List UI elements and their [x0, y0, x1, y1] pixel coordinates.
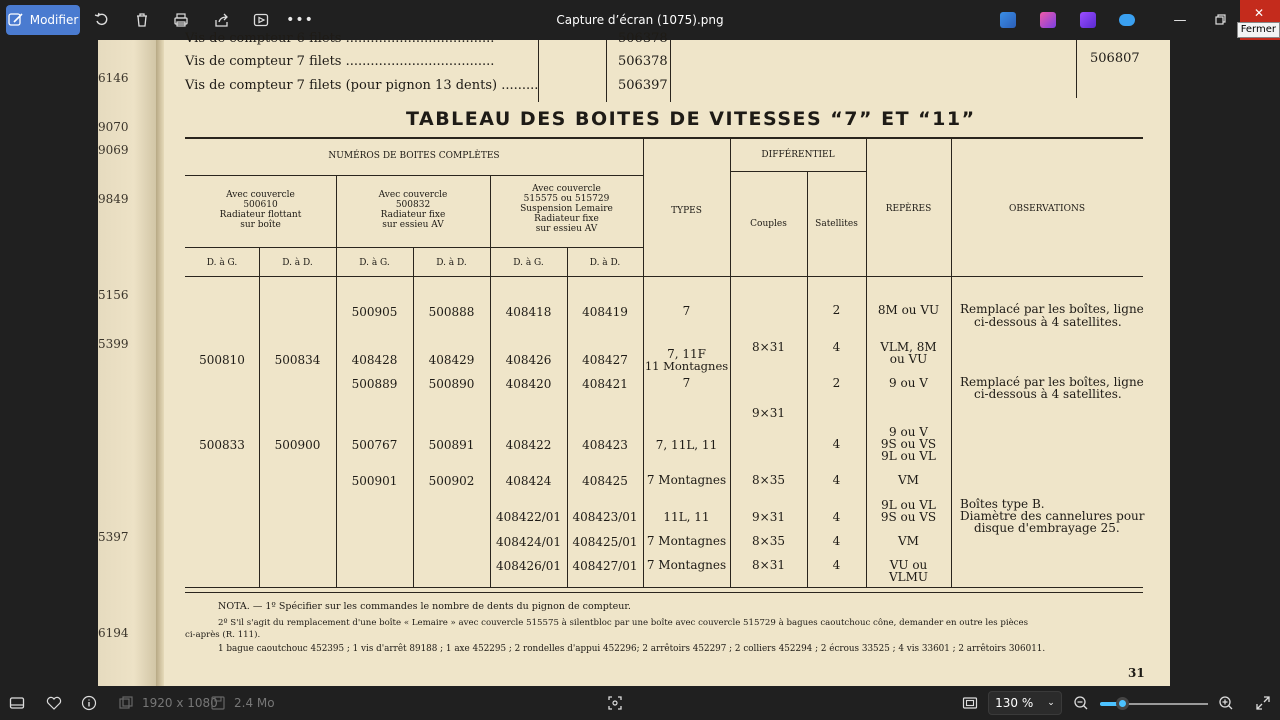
table-cell: 11L, 11: [663, 510, 710, 524]
table-cell: VU ou: [889, 558, 928, 572]
expand-icon: [1255, 695, 1271, 711]
table-cell: 500833: [199, 438, 245, 452]
filesize-text: 2.4 Mo: [234, 696, 275, 710]
table-cell: 408424: [505, 474, 552, 488]
header-group3-line: 515575 ou 515729: [523, 194, 610, 204]
margin-number: 5397: [98, 530, 129, 544]
print-button[interactable]: [171, 6, 191, 34]
more-options-icon[interactable]: •••: [286, 12, 314, 28]
header-group2-line: 500832: [395, 200, 431, 210]
table-cell: 9 ou V: [889, 376, 928, 390]
chevron-down-icon: ⌄: [1047, 698, 1055, 708]
table-cell: 408419: [582, 305, 628, 319]
zoom-out-button[interactable]: [1073, 695, 1089, 711]
margin-number: 9069: [98, 143, 129, 157]
table-cell: 2: [832, 303, 841, 317]
top-row-ref: 506378: [618, 54, 668, 69]
table-cell: 9×31: [752, 510, 785, 524]
margin-number: 6194: [98, 626, 129, 640]
header-group1-line: 500610: [243, 200, 278, 210]
table-cell: 8×31: [752, 340, 785, 354]
header-couples: Couples: [750, 219, 787, 229]
table-cell: 7 Montagnes: [646, 558, 727, 572]
observation-text: Remplacé par les boîtes, ligne: [960, 375, 1144, 389]
table-cell: 500767: [351, 438, 398, 452]
rotate-button[interactable]: [92, 6, 112, 34]
table-cell: 8×35: [752, 534, 785, 548]
table-cell: 9×31: [752, 406, 785, 420]
table-cell: VM: [898, 473, 919, 487]
table-cell: ou VU: [889, 352, 928, 366]
table-cell: 500888: [428, 305, 475, 319]
header-dg: D. à G.: [359, 258, 390, 268]
zoom-out-icon: [1073, 695, 1089, 711]
play-icon: [253, 12, 269, 28]
scanned-document: [98, 31, 1170, 686]
table-cell: 9S ou VS: [880, 510, 937, 524]
note-text: 2º S'il s'agit du remplacement d'une boîte « Lemaire » avec couvercle 515575 à silentbloc par une boîte avec couvercle 515729 à bagues caoutchouc cône, demander en outre les pièces: [218, 618, 1028, 628]
table-cell: 11 Montagnes: [644, 359, 729, 373]
table-cell: 408424/01: [495, 535, 562, 549]
info-icon: [81, 695, 97, 711]
top-row-ref: 506807: [1090, 51, 1140, 66]
rotate-icon: [94, 12, 110, 28]
table-cell: 408422: [505, 438, 552, 452]
table-cell: 408423/01: [572, 510, 638, 524]
table-cell: 8M ou VU: [877, 303, 940, 317]
margin-number: 6146: [98, 71, 129, 85]
table-cell: 500902: [428, 474, 475, 488]
table-cell: 500891: [428, 438, 475, 452]
app-shortcut-icon[interactable]: [1000, 12, 1016, 28]
observation-text: Remplacé par les boîtes, ligne: [960, 302, 1144, 316]
fit-to-window-button[interactable]: [962, 695, 978, 711]
page-gutter: [98, 40, 158, 686]
top-row-label: Vis de compteur 7 filets ....................................: [185, 54, 495, 69]
table-cell: 8×31: [752, 558, 785, 572]
table-cell: 4: [832, 437, 841, 451]
table-cell: 408418: [505, 305, 552, 319]
note-text: NOTA. — 1º Spécifier sur les commandes le nombre de dents du pignon de compteur.: [218, 601, 631, 612]
observation-text: ci-dessous à 4 satellites.: [974, 387, 1122, 401]
page-fold: [156, 40, 164, 686]
header-dg: D. à G.: [206, 258, 238, 268]
observation-text: ci-dessous à 4 satellites.: [974, 315, 1122, 329]
table-cell: 500890: [428, 377, 475, 391]
header-dd: D. à D.: [436, 258, 467, 268]
header-group3-line: Avec couvercle: [532, 184, 601, 194]
table-cell: 500900: [274, 438, 321, 452]
zoom-slider-thumb[interactable]: [1116, 697, 1129, 710]
slideshow-button[interactable]: [251, 6, 271, 34]
table-cell: 500889: [351, 377, 398, 391]
header-numeros: NUMÉROS DE BOITES COMPLÈTES: [328, 151, 500, 161]
zoom-dropdown[interactable]: [988, 691, 1062, 715]
table-cell: 7, 11F: [667, 347, 706, 361]
zoom-in-icon: [1218, 695, 1234, 711]
table-cell: 4: [832, 340, 841, 354]
fit-icon: [962, 695, 978, 711]
observation-text: disque d'embrayage 25.: [974, 521, 1120, 535]
table-cell: VLMU: [888, 570, 929, 584]
file-size: [210, 695, 275, 711]
table-cell: 408426: [505, 353, 552, 367]
onedrive-icon[interactable]: [1119, 14, 1135, 26]
table-cell: 500810: [199, 353, 245, 367]
share-icon: [214, 12, 230, 28]
header-group2-line: sur essieu AV: [382, 220, 444, 230]
table-cell: 8×35: [752, 473, 785, 487]
table-cell: 408427/01: [572, 559, 638, 573]
margin-number: 5399: [98, 337, 129, 351]
table-cell: 408423: [582, 438, 628, 452]
header-group3-line: Suspension Lemaire: [520, 204, 613, 214]
close-icon: ✕: [1254, 6, 1265, 20]
edit-label: Modifier: [29, 13, 79, 27]
header-dg: D. à G.: [513, 258, 544, 268]
table-cell: 9L ou VL: [881, 498, 936, 512]
print-icon: [173, 12, 189, 28]
table-cell: 9S ou VS: [880, 437, 937, 451]
heart-icon: [46, 695, 62, 711]
table-cell: 4: [832, 510, 841, 524]
image-dimensions: [118, 695, 218, 711]
table-cell: 408426/01: [495, 559, 562, 573]
edit-icon: [8, 12, 24, 28]
top-row-ref: 506378: [618, 31, 668, 46]
table-cell: 408420: [505, 377, 552, 391]
table-cell: 408425: [582, 474, 628, 488]
margin-number: 9849: [98, 192, 129, 206]
table-cell: 7 Montagnes: [646, 473, 727, 487]
table-cell: 408425/01: [572, 535, 638, 549]
header-differentiel: DIFFÉRENTIEL: [761, 150, 835, 160]
top-row-ref: 506397: [618, 78, 668, 93]
restore-icon: [1212, 12, 1228, 28]
header-reperes: REPÈRES: [885, 204, 932, 214]
header-group2-line: Radiateur fixe: [380, 210, 446, 220]
header-dd: D. à D.: [282, 258, 313, 268]
table-cell: 4: [832, 558, 841, 572]
table-cell: 9 ou V: [889, 425, 928, 439]
table-cell: 500905: [351, 305, 398, 319]
header-group1-line: sur boîte: [240, 220, 281, 230]
status-bar: [0, 686, 1280, 720]
close-button[interactable]: [1240, 0, 1280, 40]
table-cell: 2: [832, 376, 841, 390]
save-icon: [210, 695, 226, 711]
table-cell: 500901: [351, 474, 398, 488]
minimize-button[interactable]: —: [1173, 12, 1187, 28]
crop-button[interactable]: [607, 695, 623, 711]
fullscreen-button[interactable]: [1255, 695, 1271, 711]
dimensions-icon: [118, 695, 134, 711]
margin-number: 9070: [98, 120, 129, 134]
margin-number: 5156: [98, 288, 129, 302]
table-cell: 408422/01: [495, 510, 562, 524]
share-button[interactable]: [212, 6, 232, 34]
zoom-in-button[interactable]: [1218, 695, 1234, 711]
header-group1-line: Avec couvercle: [226, 190, 295, 200]
top-row-label: Vis de compteur 6 filets ....................................: [185, 31, 495, 46]
table-cell: VM: [898, 534, 919, 548]
header-group3-line: sur essieu AV: [535, 224, 598, 234]
edit-button[interactable]: [6, 5, 80, 35]
header-satellites: Satellites: [815, 219, 858, 229]
note-text: ci-après (R. 111).: [185, 630, 261, 640]
app-shortcut-icon[interactable]: [1040, 12, 1056, 28]
restore-button[interactable]: [1210, 6, 1230, 34]
page-number: 31: [1128, 666, 1145, 680]
table-cell: 408421: [582, 377, 628, 391]
table-title: TABLEAU DES BOITES DE VITESSES “7” ET “11”: [406, 108, 976, 130]
filmstrip-button[interactable]: [9, 695, 25, 711]
table-cell: 7: [682, 376, 691, 390]
table-cell: 408428: [351, 353, 398, 367]
observation-text: Diamètre des cannelures pour: [960, 509, 1145, 523]
crop-icon: [607, 695, 623, 711]
header-dd: D. à D.: [589, 258, 621, 268]
top-row-label: Vis de compteur 7 filets (pour pignon 13 dents) .........: [185, 78, 539, 93]
close-tooltip: Fermer: [1237, 22, 1280, 38]
table-cell: 4: [832, 473, 841, 487]
file-title: Capture d’écran (1075).png: [556, 13, 724, 27]
dimensions-text: 1920 x 1080: [142, 696, 218, 710]
header-observations: OBSERVATIONS: [1008, 204, 1086, 214]
table-cell: 7: [682, 304, 691, 318]
zoom-value: 130 %: [995, 696, 1034, 710]
filmstrip-icon: [9, 695, 25, 711]
table-cell: 4: [832, 534, 841, 548]
table-cell: VLM, 8M: [880, 340, 937, 354]
image-viewport[interactable]: [0, 31, 1280, 686]
table-cell: 7 Montagnes: [646, 534, 727, 548]
favorite-button[interactable]: [46, 695, 62, 711]
clipchamp-icon[interactable]: [1080, 12, 1096, 28]
trash-icon: [134, 12, 150, 28]
observation-text: Boîtes type B.: [960, 497, 1045, 511]
header-group1-line: Radiateur flottant: [219, 210, 302, 220]
header-group2-line: Avec couvercle: [378, 190, 448, 200]
table-cell: 500834: [274, 353, 321, 367]
table-cell: 9L ou VL: [881, 449, 936, 463]
note-text: 1 bague caoutchouc 452395 ; 1 vis d'arrêt 89188 ; 1 axe 452295 ; 2 rondelles d'appui 452296; 2 arrêtoirs 452297 ; 2 colliers 452294 ; 2 écrous 33525 ; 4 vis 33601 ; 2 arrêtoirs 306011.: [218, 644, 1046, 654]
header-types: TYPES: [671, 206, 702, 216]
header-group3-line: Radiateur fixe: [534, 214, 599, 224]
table-cell: 408427: [582, 353, 628, 367]
file-info-button[interactable]: [81, 695, 97, 711]
table-cell: 408429: [428, 353, 475, 367]
delete-button[interactable]: [132, 6, 152, 34]
table-cell: 7, 11L, 11: [655, 438, 718, 452]
